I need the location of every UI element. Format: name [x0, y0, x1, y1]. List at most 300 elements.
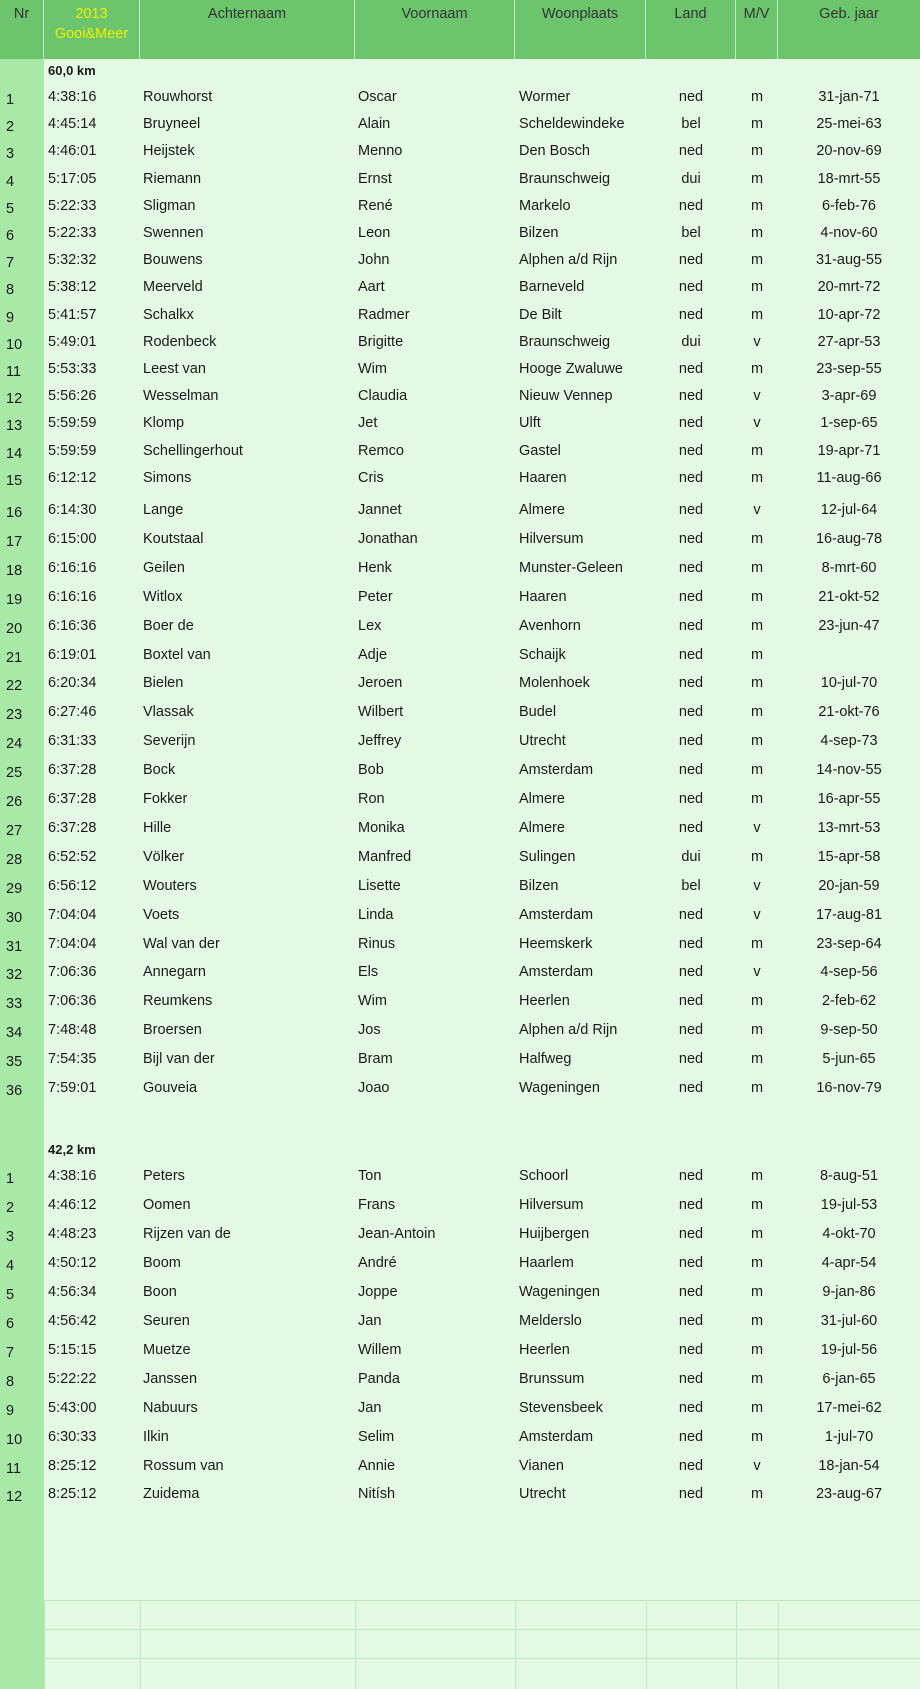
- last-name: Severijn: [143, 733, 196, 749]
- finish-time: 6:27:46: [48, 704, 97, 720]
- first-name: Jet: [358, 415, 378, 431]
- country: ned: [678, 1458, 704, 1474]
- first-name: Remco: [358, 443, 404, 459]
- gender: m: [750, 1400, 764, 1416]
- row-nr: 19: [6, 592, 23, 608]
- birth-date: 19-jul-53: [820, 1197, 878, 1213]
- header-woonplaats: [515, 0, 646, 59]
- finish-time: 5:22:22: [48, 1371, 97, 1387]
- country: ned: [678, 443, 704, 459]
- finish-time: 6:52:52: [48, 849, 97, 865]
- row-nr: 11: [6, 1461, 22, 1477]
- country: ned: [678, 907, 704, 923]
- city: Almere: [519, 502, 565, 518]
- birth-date: 1-sep-65: [820, 415, 878, 431]
- row-nr: 9: [6, 1403, 15, 1419]
- table-row: [0, 613, 920, 640]
- table-row: [0, 1250, 920, 1277]
- country: ned: [678, 1400, 704, 1416]
- gender: m: [750, 1313, 764, 1329]
- gender: m: [750, 531, 764, 547]
- table-row: [0, 1192, 920, 1219]
- last-name: Peters: [143, 1168, 185, 1184]
- table-row: [0, 1163, 920, 1190]
- gender: m: [750, 361, 764, 377]
- last-name: Koutstaal: [143, 531, 204, 547]
- finish-time: 6:16:16: [48, 560, 97, 576]
- finish-time: 7:06:36: [48, 964, 97, 980]
- table-row: [0, 526, 920, 553]
- table-row: [0, 1453, 920, 1480]
- city: Sulingen: [519, 849, 576, 865]
- finish-time: 6:12:12: [48, 470, 97, 486]
- row-nr: 28: [6, 852, 23, 868]
- row-nr: 20: [6, 621, 23, 637]
- first-name: Jos: [358, 1022, 381, 1038]
- birth-date: [778, 642, 920, 669]
- gender: v: [753, 964, 761, 980]
- birth-date: 4-nov-60: [820, 225, 878, 241]
- last-name: Lange: [143, 502, 184, 518]
- header-mv: [736, 0, 778, 59]
- birth-date: 19-jul-56: [820, 1342, 878, 1358]
- first-name: Joao: [358, 1080, 390, 1096]
- last-name: Schalkx: [143, 307, 194, 323]
- country: ned: [678, 89, 704, 105]
- gender: m: [750, 89, 764, 105]
- row-nr: 6: [6, 1316, 15, 1332]
- row-nr: 24: [6, 736, 23, 752]
- last-name: Voets: [143, 907, 180, 923]
- country: ned: [678, 143, 704, 159]
- city: Scheldewindeke: [519, 116, 625, 132]
- city: Almere: [519, 791, 565, 807]
- gender: m: [750, 647, 764, 663]
- row-nr: 14: [6, 446, 23, 462]
- row-nr: 4: [6, 174, 15, 190]
- table-row: [0, 356, 920, 383]
- table-row: [0, 302, 920, 329]
- city: Halfweg: [519, 1051, 572, 1067]
- header-event-label: Gooi&Meer: [54, 26, 129, 42]
- table-row: [0, 1395, 920, 1422]
- first-name: Jeroen: [358, 675, 403, 691]
- country: ned: [678, 1486, 704, 1502]
- country: ned: [678, 1051, 704, 1067]
- gender: v: [753, 334, 761, 350]
- row-nr: 3: [6, 146, 15, 162]
- first-name: Manfred: [358, 849, 412, 865]
- birth-date: 31-jul-60: [820, 1313, 878, 1329]
- row-nr: 2: [6, 1200, 15, 1216]
- row-nr: 15: [6, 473, 23, 489]
- table-row: [0, 497, 920, 524]
- birth-date: 14-nov-55: [816, 762, 882, 778]
- table-row: [0, 931, 920, 958]
- last-name: Riemann: [143, 171, 202, 187]
- first-name: Jan: [358, 1313, 382, 1329]
- row-nr: 4: [6, 1258, 15, 1274]
- gender: m: [750, 1284, 764, 1300]
- table-row: [0, 1221, 920, 1248]
- last-name: Bock: [143, 762, 176, 778]
- section-title-60km: 60,0 km: [48, 63, 96, 78]
- country: ned: [678, 1371, 704, 1387]
- table-row: [0, 699, 920, 726]
- birth-date: 3-apr-69: [821, 388, 877, 404]
- gender: m: [750, 704, 764, 720]
- last-name: Swennen: [143, 225, 204, 241]
- city: Braunschweig: [519, 171, 611, 187]
- gender: m: [750, 1255, 764, 1271]
- gender: m: [750, 1080, 764, 1096]
- row-nr: 21: [6, 650, 23, 666]
- city: Ulft: [519, 415, 541, 431]
- row-nr: 8: [6, 1374, 15, 1390]
- table-row: [0, 1366, 920, 1393]
- row-nr: 7: [6, 255, 15, 271]
- table-row: [0, 410, 920, 437]
- table-row: [0, 555, 920, 582]
- city: Amsterdam: [519, 964, 594, 980]
- city: Budel: [519, 704, 557, 720]
- last-name: Klomp: [143, 415, 185, 431]
- finish-time: 4:38:16: [48, 89, 97, 105]
- birth-date: 9-jan-86: [822, 1284, 876, 1300]
- first-name: Annie: [358, 1458, 396, 1474]
- row-nr: 30: [6, 910, 23, 926]
- birth-date: 4-sep-73: [820, 733, 878, 749]
- city: Hooge Zwaluwe: [519, 361, 623, 377]
- last-name: Bielen: [143, 675, 184, 691]
- first-name: Claudia: [358, 388, 408, 404]
- last-name: Geilen: [143, 560, 185, 576]
- row-nr: 10: [6, 337, 23, 353]
- finish-time: 4:56:34: [48, 1284, 97, 1300]
- city: Wormer: [519, 89, 571, 105]
- finish-time: 7:04:04: [48, 936, 97, 952]
- last-name: Annegarn: [143, 964, 206, 980]
- finish-time: 7:54:35: [48, 1051, 97, 1067]
- finish-time: 5:59:59: [48, 443, 97, 459]
- row-nr: 13: [6, 418, 23, 434]
- first-name: Bob: [358, 762, 384, 778]
- row-nr: 26: [6, 794, 23, 810]
- first-name: Lex: [358, 618, 382, 634]
- table-row: [0, 1017, 920, 1044]
- city: Vianen: [519, 1458, 564, 1474]
- country: ned: [678, 964, 704, 980]
- first-name: André: [358, 1255, 397, 1271]
- last-name: Boon: [143, 1284, 177, 1300]
- finish-time: 6:16:16: [48, 589, 97, 605]
- country: ned: [678, 993, 704, 1009]
- finish-time: 8:25:12: [48, 1458, 97, 1474]
- birth-date: 5-jun-65: [822, 1051, 876, 1067]
- gender: m: [750, 470, 764, 486]
- finish-time: 5:49:01: [48, 334, 97, 350]
- city: Molenhoek: [519, 675, 590, 691]
- finish-time: 5:43:00: [48, 1400, 97, 1416]
- gender: m: [750, 589, 764, 605]
- gender: m: [750, 225, 764, 241]
- last-name: Heijstek: [143, 143, 195, 159]
- city: Bilzen: [519, 225, 559, 241]
- city: Bilzen: [519, 878, 559, 894]
- table-row: [0, 1075, 920, 1102]
- table-row: [0, 873, 920, 900]
- last-name: Simons: [143, 470, 192, 486]
- finish-time: 5:15:15: [48, 1342, 97, 1358]
- birth-date: 6-feb-76: [821, 198, 876, 214]
- country: ned: [678, 1080, 704, 1096]
- gender: m: [750, 116, 764, 132]
- table-row: [0, 1337, 920, 1364]
- gender: m: [750, 560, 764, 576]
- finish-time: 5:53:33: [48, 361, 97, 377]
- finish-time: 4:48:23: [48, 1226, 97, 1242]
- first-name: Alain: [358, 116, 391, 132]
- header-land-label: Land: [674, 6, 707, 22]
- first-name: Wim: [358, 993, 387, 1009]
- finish-time: 8:25:12: [48, 1486, 97, 1502]
- city: Schaijk: [519, 647, 566, 663]
- row-nr: 11: [6, 364, 22, 380]
- country: dui: [681, 334, 701, 350]
- birth-date: 16-nov-79: [816, 1080, 882, 1096]
- city: Markelo: [519, 198, 571, 214]
- first-name: Henk: [358, 560, 392, 576]
- header-geb-label: Geb. jaar: [819, 6, 879, 22]
- gender: m: [750, 1429, 764, 1445]
- first-name: Oscar: [358, 89, 397, 105]
- header-achternaam: [140, 0, 355, 59]
- country: ned: [678, 560, 704, 576]
- table-row: [0, 728, 920, 755]
- country: ned: [678, 647, 704, 663]
- birth-date: 23-jun-47: [818, 618, 880, 634]
- last-name: Wesselman: [143, 388, 219, 404]
- gender: m: [750, 936, 764, 952]
- row-nr: 27: [6, 823, 23, 839]
- birth-date: 27-apr-53: [817, 334, 881, 350]
- table-row: [0, 166, 920, 193]
- gender: m: [750, 762, 764, 778]
- country: bel: [681, 878, 701, 894]
- gender: m: [750, 849, 764, 865]
- last-name: Wal van der: [143, 936, 220, 952]
- table-row: [0, 670, 920, 697]
- finish-time: 7:04:04: [48, 907, 97, 923]
- table-row: [0, 642, 920, 669]
- birth-date: 10-apr-72: [817, 307, 881, 323]
- row-nr: 31: [6, 939, 23, 955]
- city: Den Bosch: [519, 143, 590, 159]
- table-row: [0, 786, 920, 813]
- gender: v: [753, 502, 761, 518]
- country: ned: [678, 675, 704, 691]
- row-nr: 12: [6, 1489, 23, 1505]
- row-nr: 5: [6, 1287, 15, 1303]
- row-nr: 18: [6, 563, 23, 579]
- table-row: [0, 84, 920, 111]
- first-name: Radmer: [358, 307, 410, 323]
- birth-date: 16-aug-78: [815, 531, 883, 547]
- country: ned: [678, 1197, 704, 1213]
- birth-date: 19-apr-71: [817, 443, 881, 459]
- finish-time: 6:56:12: [48, 878, 97, 894]
- birth-date: 31-jan-71: [818, 89, 880, 105]
- gender: m: [750, 675, 764, 691]
- first-name: Linda: [358, 907, 394, 923]
- city: Alphen a/d Rijn: [519, 252, 618, 268]
- birth-date: 31-aug-55: [815, 252, 883, 268]
- finish-time: 6:37:28: [48, 791, 97, 807]
- finish-time: 6:14:30: [48, 502, 97, 518]
- first-name: Monika: [358, 820, 405, 836]
- gender: m: [750, 1022, 764, 1038]
- first-name: Jan: [358, 1400, 382, 1416]
- city: Hilversum: [519, 1197, 584, 1213]
- row-nr: 10: [6, 1432, 23, 1448]
- country: bel: [681, 225, 701, 241]
- row-nr: 1: [6, 92, 15, 108]
- table-row: [0, 757, 920, 784]
- birth-date: 6-jan-65: [822, 1371, 876, 1387]
- header-geb: [778, 0, 920, 59]
- finish-time: 7:59:01: [48, 1080, 97, 1096]
- row-nr: 16: [6, 505, 23, 521]
- gender: m: [750, 993, 764, 1009]
- country: ned: [678, 1313, 704, 1329]
- birth-date: 10-jul-70: [820, 675, 878, 691]
- table-row: [0, 1481, 920, 1508]
- last-name: Seuren: [143, 1313, 190, 1329]
- first-name: Willem: [358, 1342, 402, 1358]
- finish-time: 6:16:36: [48, 618, 97, 634]
- finish-time: 4:56:42: [48, 1313, 97, 1329]
- birth-date: 18-jan-54: [818, 1458, 880, 1474]
- last-name: Nabuurs: [143, 1400, 198, 1416]
- table-row: [0, 584, 920, 611]
- country: ned: [678, 388, 704, 404]
- row-nr: 6: [6, 228, 15, 244]
- last-name: Boer de: [143, 618, 194, 634]
- finish-time: 6:30:33: [48, 1429, 97, 1445]
- first-name: Brigitte: [358, 334, 404, 350]
- first-name: Lisette: [358, 878, 401, 894]
- row-nr: 32: [6, 967, 23, 983]
- country: ned: [678, 531, 704, 547]
- gender: m: [750, 1051, 764, 1067]
- row-nr: 34: [6, 1025, 23, 1041]
- last-name: Schellingerhout: [143, 443, 243, 459]
- birth-date: 23-sep-55: [816, 361, 882, 377]
- country: ned: [678, 1284, 704, 1300]
- city: Alphen a/d Rijn: [519, 1022, 618, 1038]
- row-nr: 25: [6, 765, 23, 781]
- table-row: [0, 1308, 920, 1335]
- gender: v: [753, 1458, 761, 1474]
- last-name: Sligman: [143, 198, 196, 214]
- finish-time: 6:37:28: [48, 762, 97, 778]
- first-name: René: [358, 198, 393, 214]
- table-row: [0, 220, 920, 247]
- finish-time: 5:41:57: [48, 307, 97, 323]
- first-name: Cris: [358, 470, 384, 486]
- country: ned: [678, 618, 704, 634]
- first-name: Ron: [358, 791, 385, 807]
- last-name: Reumkens: [143, 993, 213, 1009]
- country: ned: [678, 279, 704, 295]
- gender: m: [750, 733, 764, 749]
- city: Heerlen: [519, 993, 570, 1009]
- header-achternaam-label: Achternaam: [207, 6, 287, 22]
- first-name: Peter: [358, 589, 393, 605]
- row-nr: 29: [6, 881, 23, 897]
- birth-date: 9-sep-50: [820, 1022, 878, 1038]
- birth-date: 2-feb-62: [821, 993, 876, 1009]
- last-name: Bruyneel: [143, 116, 201, 132]
- header-nr: [0, 0, 44, 59]
- gender: m: [750, 443, 764, 459]
- gender: v: [753, 388, 761, 404]
- birth-date: 1-jul-70: [824, 1429, 874, 1445]
- last-name: Bijl van der: [143, 1051, 215, 1067]
- city: Melderslo: [519, 1313, 582, 1329]
- first-name: John: [358, 252, 390, 268]
- first-name: Menno: [358, 143, 403, 159]
- gender: m: [750, 307, 764, 323]
- country: ned: [678, 415, 704, 431]
- header-voornaam-label: Voornaam: [401, 6, 468, 22]
- table-row: [0, 274, 920, 301]
- row-nr: 17: [6, 534, 23, 550]
- country: ned: [678, 1226, 704, 1242]
- first-name: Adje: [358, 647, 388, 663]
- table-row: [0, 329, 920, 356]
- city: Amsterdam: [519, 762, 594, 778]
- row-nr: 5: [6, 201, 15, 217]
- city: Haaren: [519, 589, 567, 605]
- country: ned: [678, 502, 704, 518]
- table-row: [0, 902, 920, 929]
- header-year: [44, 0, 140, 59]
- first-name: Wilbert: [358, 704, 404, 720]
- birth-date: 17-mei-62: [816, 1400, 882, 1416]
- last-name: Ilkin: [143, 1429, 169, 1445]
- finish-time: 5:38:12: [48, 279, 97, 295]
- last-name: Leest van: [143, 361, 206, 377]
- table-row: [0, 1424, 920, 1451]
- finish-time: 7:48:48: [48, 1022, 97, 1038]
- first-name: Frans: [358, 1197, 396, 1213]
- city: Hilversum: [519, 531, 584, 547]
- first-name: Joppe: [358, 1284, 398, 1300]
- birth-date: 12-jul-64: [820, 502, 878, 518]
- section-title-42km: 42,2 km: [48, 1142, 96, 1157]
- country: ned: [678, 936, 704, 952]
- birth-date: 13-mrt-53: [817, 820, 881, 836]
- first-name: Jean-Antoin: [358, 1226, 436, 1242]
- finish-time: 5:59:59: [48, 415, 97, 431]
- city: Utrecht: [519, 1486, 566, 1502]
- city: Haaren: [519, 470, 567, 486]
- city: De Bilt: [519, 307, 562, 323]
- last-name: Meerveld: [143, 279, 203, 295]
- first-name: Selim: [358, 1429, 395, 1445]
- first-name: Ton: [358, 1168, 382, 1184]
